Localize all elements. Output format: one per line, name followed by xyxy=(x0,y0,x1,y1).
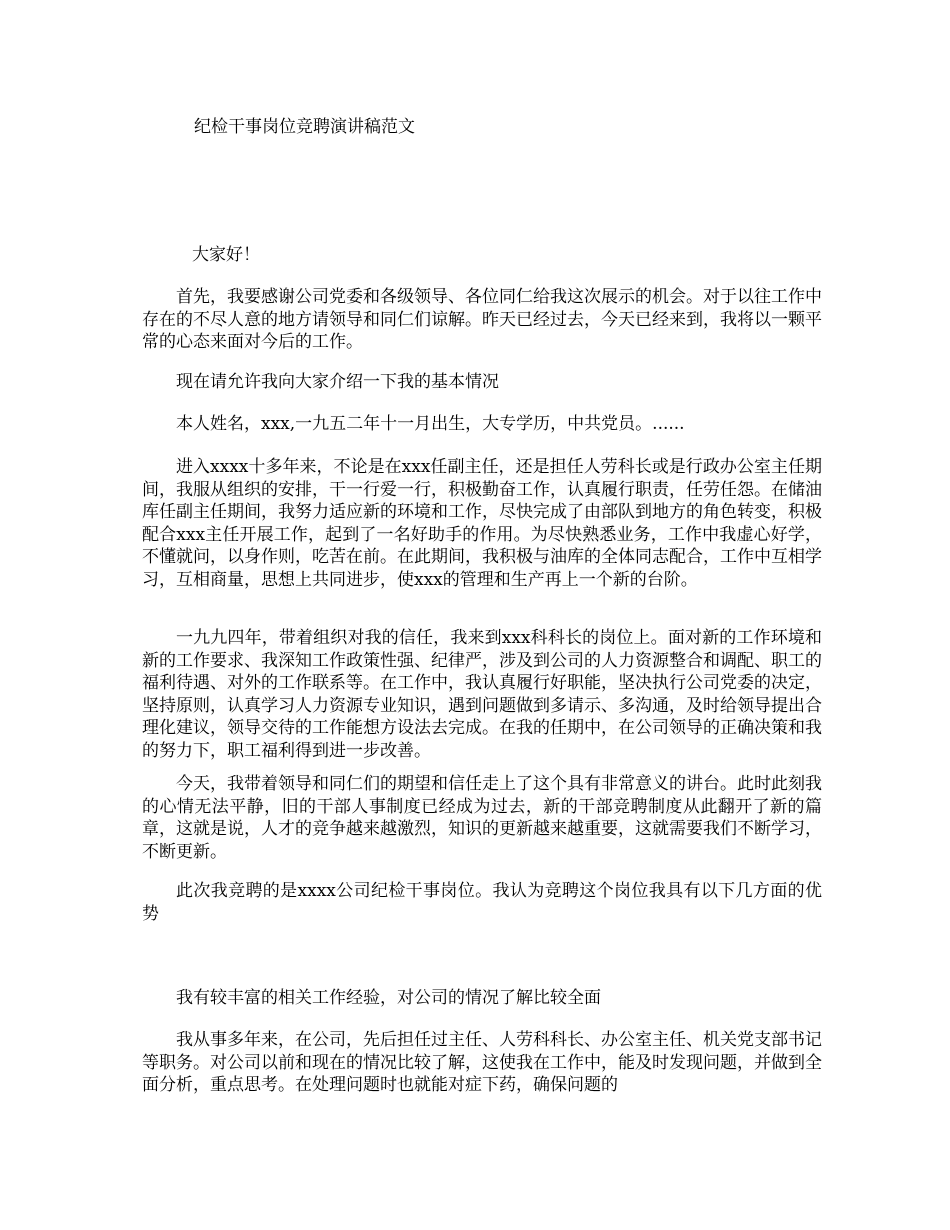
paragraph-experience: 我从事多年来，在公司，先后担任过主任、人劳科科长、办公室主任、机关党支部书记等职务。对公司以前和现在的情况比较了解，这使我在工作中，能及时发现问题，并做到全面分析，重点思考。在处理问题时也就能对症下药，确保问题的 xyxy=(142,1030,822,1095)
paragraph-personal-info: 本人姓名，xxx,一九五二年十一月出生，大专学历，中共党员。...... xyxy=(176,414,685,434)
paragraph-thanks: 首先，我要感谢公司党委和各级领导、各位同仁给我这次展示的机会。对于以往工作中存在的不尽人意的地方请领导和同仁们谅解。昨天已经过去，今天已经来到，我将以一颗平常的心态来面对今后的工作。 xyxy=(142,287,822,352)
greeting: 大家好！ xyxy=(192,245,260,265)
paragraph-intro: 现在请允许我向大家介绍一下我的基本情况 xyxy=(176,372,499,392)
document-title: 纪检干事岗位竞聘演讲稿范文 xyxy=(194,117,415,137)
paragraph-1994: 一九九四年，带着组织对我的信任，我来到xxx科科长的岗位上。面对新的工作环境和新的工作要求、我深知工作政策性强、纪律严，涉及到公司的人力资源整合和调配、职工的福利待遇、对外的工作联系等。在工作中，我认真履行好职能，坚决执行公司党委的决定，坚持原则，认真学习人力资源专业知识，遇到问题做到多请示、多沟通，及时给领导提出合理化建议，领导交待的工作能想方设法去完成。在我的任期中，在公司领导的正确决策和我的努力下，职工福利得到进一步改善。 xyxy=(142,628,822,761)
paragraph-work-history: 进入xxxx十多年来，不论是在xxx任副主任，还是担任人劳科长或是行政办公室主任期间，我服从组织的安排，干一行爱一行，积极勤奋工作，认真履行职责，任劳任怨。在储油库任副主任期间，我努力适应新的环境和工作，尽快完成了由部队到地方的角色转变，积极配合xxx主任开展工作，起到了一名好助手的作用。为尽快熟悉业务，工作中我虚心好学，不懂就问，以身作则，吃苦在前。在此期间，我积极与油库的全体同志配合，工作中互相学习，互相商量，思想上共同进步，使xxx的管理和生产再上一个新的台阶。 xyxy=(142,457,822,590)
paragraph-position: 此次我竞聘的是xxxx公司纪检干事岗位。我认为竞聘这个岗位我具有以下几方面的优势 xyxy=(142,881,822,924)
paragraph-advantage-heading: 我有较丰富的相关工作经验，对公司的情况了解比较全面 xyxy=(176,988,601,1008)
paragraph-today: 今天，我带着领导和同仁们的期望和信任走上了这个具有非常意义的讲台。此时此刻我的心情无法平静，旧的干部人事制度已经成为过去，新的干部竞聘制度从此翻开了新的篇章，这就是说，人才的竞争越来越激烈，知识的更新越来越重要，这就需要我们不断学习，不断更新。 xyxy=(142,774,822,862)
